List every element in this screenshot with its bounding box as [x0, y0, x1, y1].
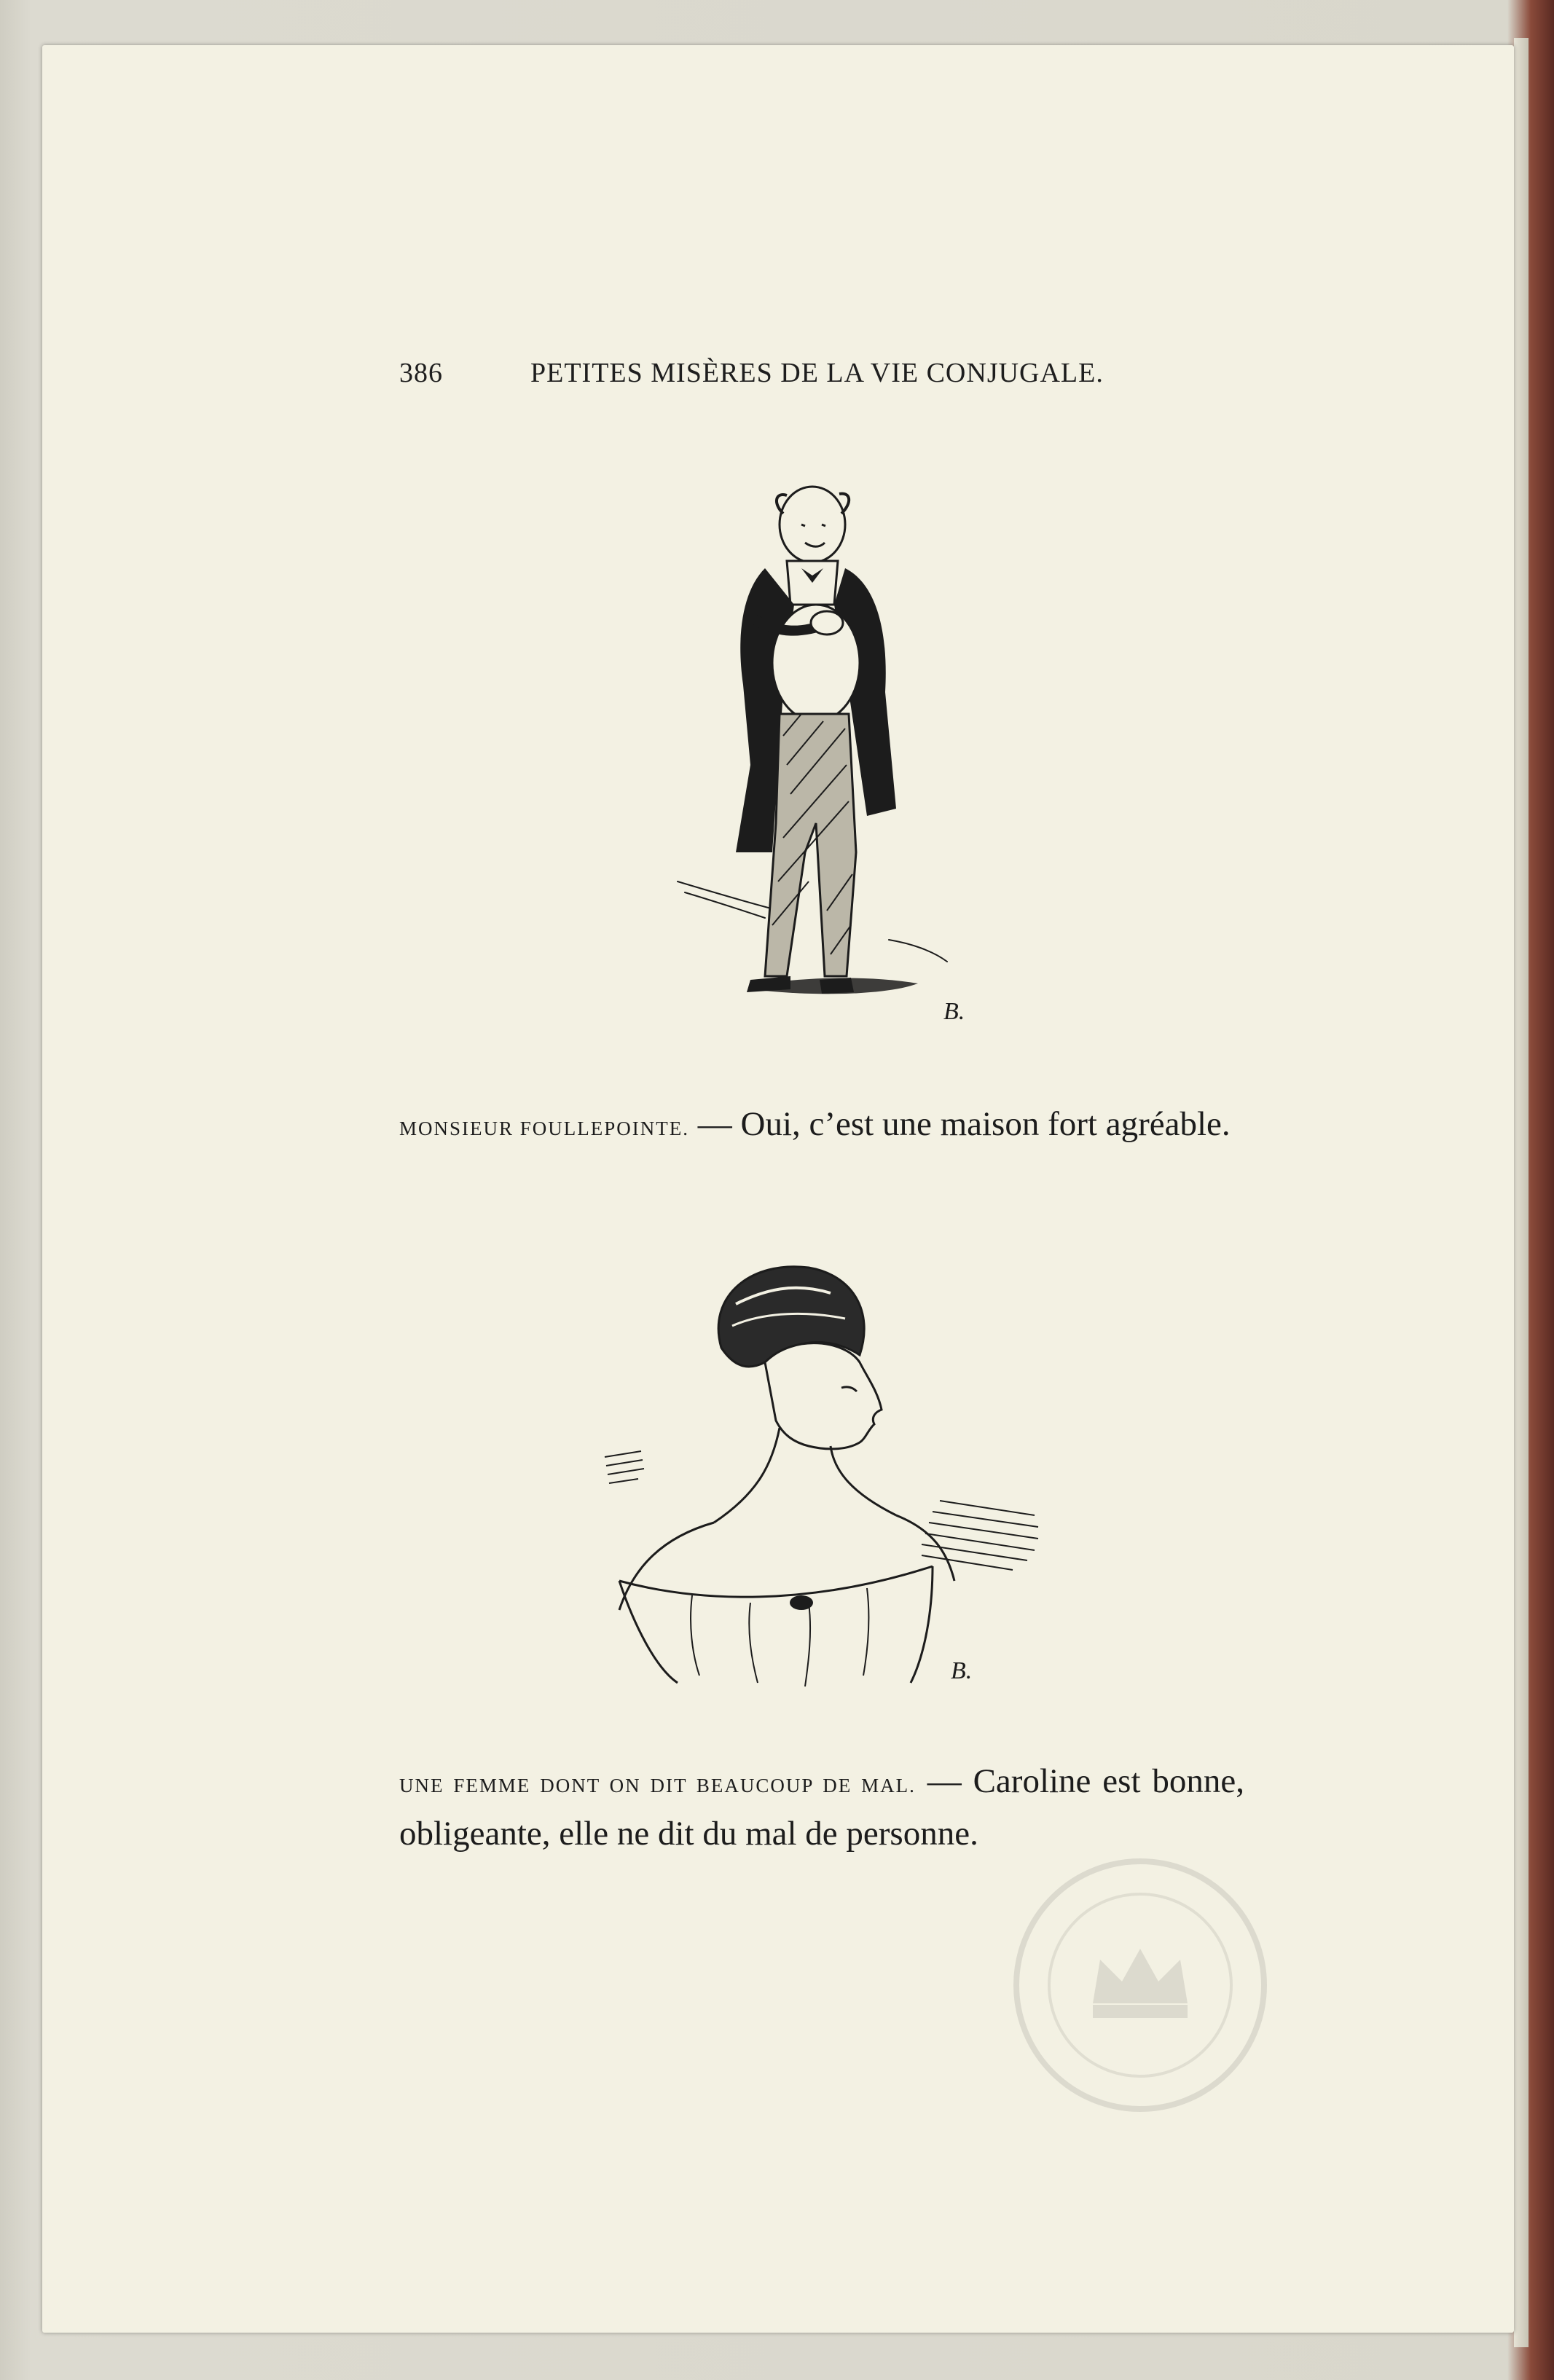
illustration-signature: B.	[951, 1657, 973, 1684]
illustration-signature: B.	[943, 998, 965, 1025]
man-drawing	[656, 474, 984, 1042]
library-stamp	[1005, 1850, 1275, 2120]
book-title: PETITES MISÈRES DE LA VIE CONJUGALE.	[530, 358, 1104, 388]
running-head	[399, 357, 1128, 401]
woman-drawing	[590, 1260, 1049, 1712]
caption-speaker: UNE FEMME DONT ON DIT BEAUCOUP DE MAL.	[399, 1775, 916, 1796]
crown-stamp-icon	[1005, 1850, 1275, 2120]
page-number: 386	[399, 358, 443, 388]
caption-text: — Oui, c’est une maison fort agréable.	[689, 1105, 1231, 1143]
caption-text: — Caroline est bonne, obligeante, elle ne dit du mal de personne.	[399, 1762, 1244, 1853]
illustration-woman	[590, 1260, 1049, 1712]
caption-2	[399, 1757, 1244, 1858]
illustration-man	[656, 474, 984, 1042]
page-edge	[1514, 38, 1529, 2347]
caption-1	[399, 1100, 1244, 1152]
caption-speaker: MONSIEUR FOULLEPOINTE.	[399, 1118, 689, 1139]
